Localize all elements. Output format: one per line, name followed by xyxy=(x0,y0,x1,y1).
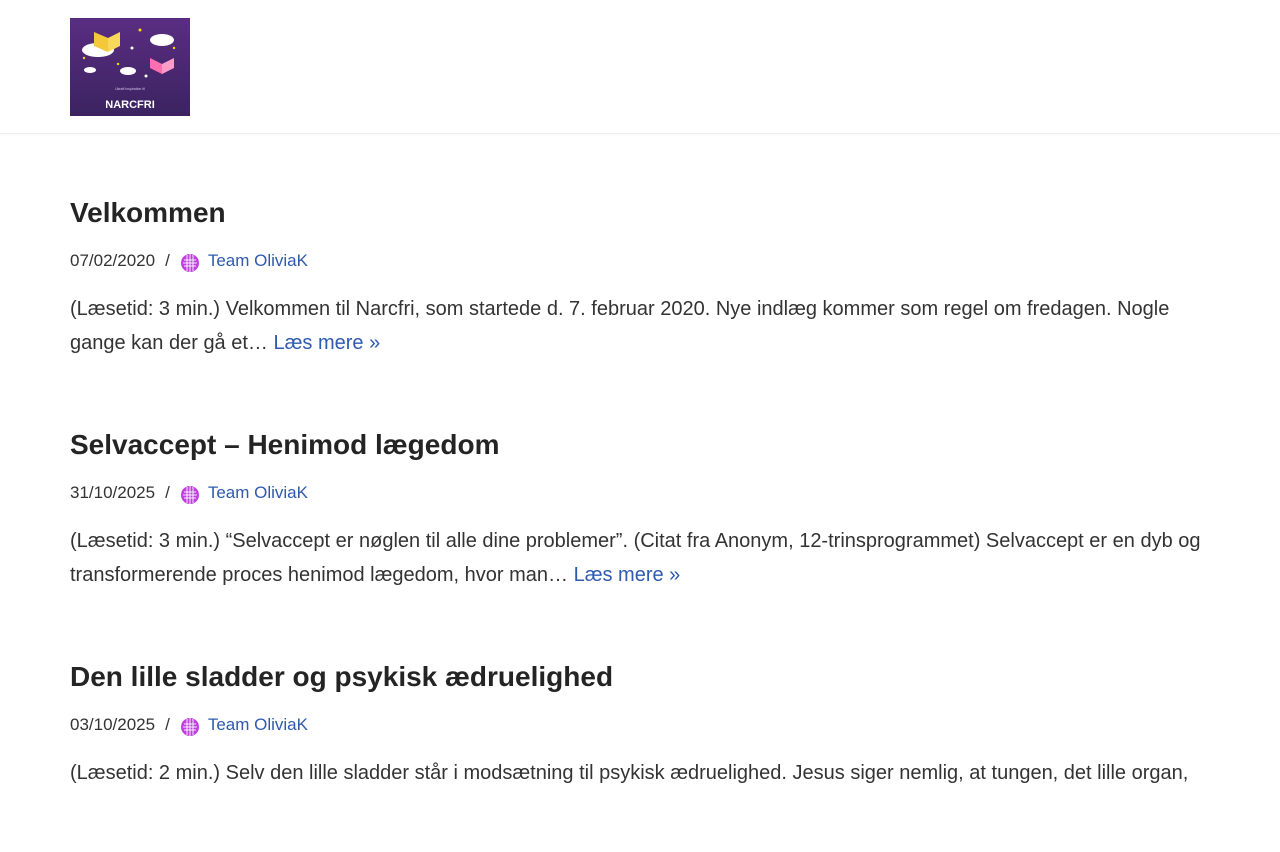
post-date: 03/10/2025 xyxy=(70,715,156,734)
author-avatar-icon xyxy=(180,253,200,273)
meta-separator: / xyxy=(165,251,170,270)
read-more-link[interactable]: Læs mere » xyxy=(573,564,681,586)
read-more-link[interactable]: Læs mere » xyxy=(273,332,381,354)
post-item xyxy=(70,422,1210,592)
author-avatar-icon xyxy=(180,485,200,505)
post-title[interactable]: Velkommen xyxy=(70,197,226,228)
post-excerpt-text: (Læsetid: 3 min.) “Selvaccept er nøglen til alle dine problemer”. (Citat fra Anonym, 12-trinsprogrammet) Selvaccept er en dyb og transformerende proces henimod lægedom, hvor man… xyxy=(70,530,1201,586)
post-author-link[interactable]: Team OliviaK xyxy=(207,251,308,270)
post-author-link[interactable]: Team OliviaK xyxy=(207,483,308,502)
post-title[interactable]: Den lille sladder og psykisk ædruelighed xyxy=(70,661,614,692)
meta-separator: / xyxy=(165,715,170,734)
post-excerpt-text: (Læsetid: 2 min.) Selv den lille sladder står i modsætning til psykisk ædruelighed. Jesus siger nemlig, at tungen, det lille organ, xyxy=(70,762,1189,784)
post-list xyxy=(70,190,1210,852)
post-date: 07/02/2020 xyxy=(70,251,156,270)
logo-image xyxy=(70,18,190,116)
post-title[interactable]: Selvaccept – Henimod lægedom xyxy=(70,429,500,460)
post-excerpt xyxy=(70,756,1210,790)
post-meta xyxy=(70,249,1210,273)
post-date: 31/10/2025 xyxy=(70,483,156,502)
meta-separator: / xyxy=(165,483,170,502)
post-excerpt xyxy=(70,292,1210,360)
post-item xyxy=(70,654,1210,790)
post-meta xyxy=(70,481,1210,505)
site-logo[interactable] xyxy=(70,18,190,116)
post-meta xyxy=(70,713,1210,737)
post-item xyxy=(70,190,1210,360)
post-excerpt-text: (Læsetid: 3 min.) Velkommen til Narcfri, som startede d. 7. februar 2020. Nye indlæg kommer som regel om fredagen. Nogle gange kan der gå et… xyxy=(70,298,1170,354)
post-author-link[interactable]: Team OliviaK xyxy=(207,715,308,734)
author-avatar-icon xyxy=(180,717,200,737)
post-excerpt xyxy=(70,524,1210,592)
site-header xyxy=(0,0,1280,134)
logo-tagline: Ukraft inspiration til xyxy=(115,87,145,91)
logo-caption: NARCFRI xyxy=(105,99,155,111)
